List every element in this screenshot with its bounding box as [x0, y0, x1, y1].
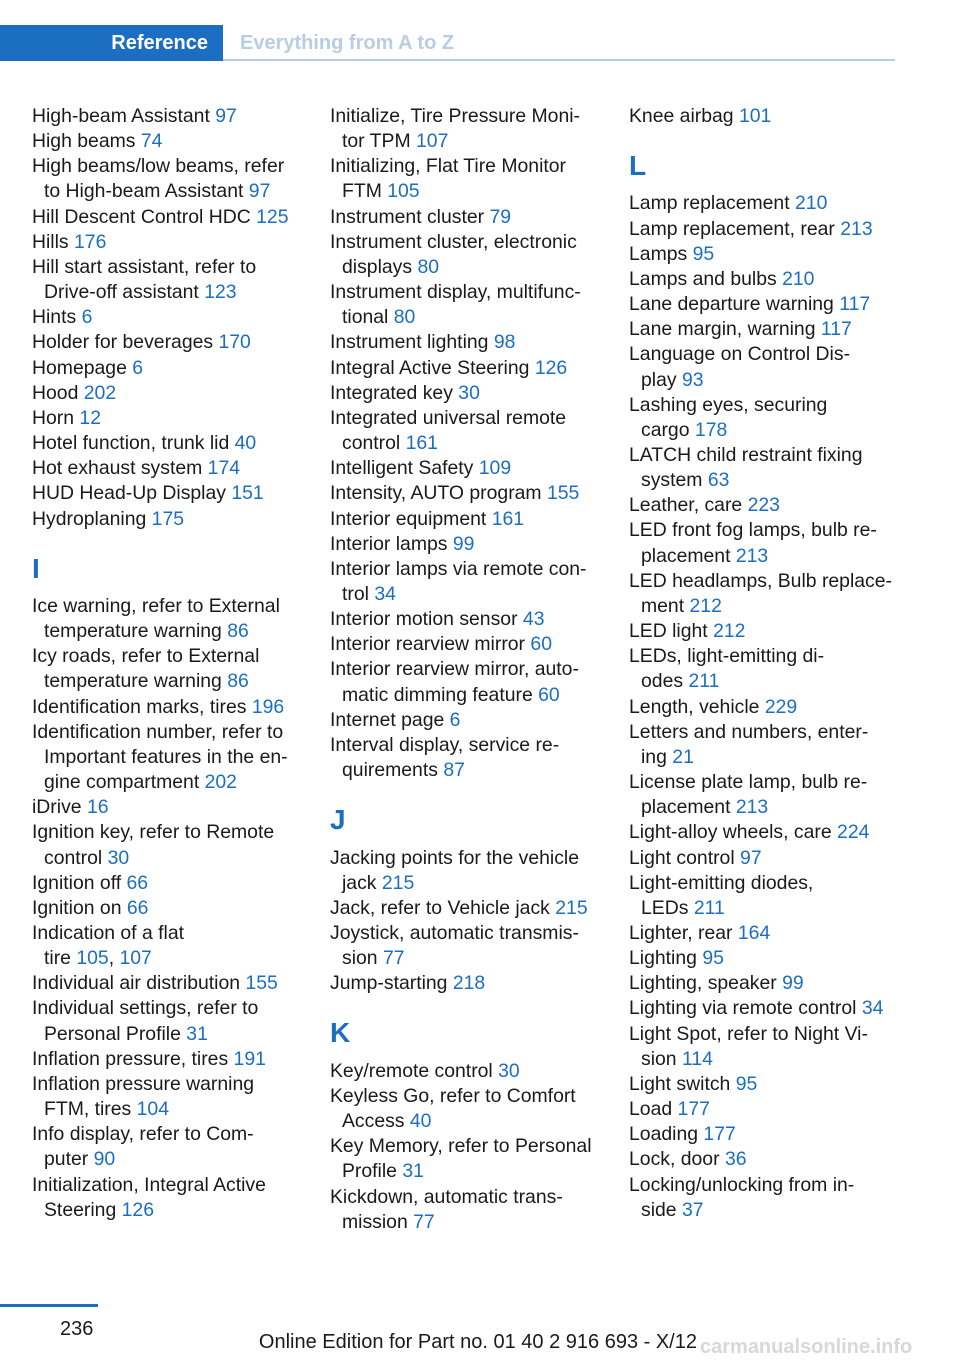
page-reference-link[interactable]: 212	[713, 620, 746, 643]
index-entry	[32, 255, 307, 305]
page-reference-link[interactable]: 97	[248, 180, 271, 203]
index-entry	[330, 406, 605, 456]
index-entry-text: Instrument display, multifunc- tional	[330, 281, 581, 329]
header-rule	[223, 59, 895, 61]
index-entry-text: High beams/low beams, refer to High-beam Assistant	[32, 155, 285, 203]
page-reference-link[interactable]: 99	[452, 532, 475, 555]
index-entry	[330, 896, 605, 921]
page-reference-link[interactable]: 97	[740, 846, 762, 869]
page-reference-link[interactable]: 109	[478, 457, 512, 480]
index-entry	[32, 104, 307, 129]
index-entry	[330, 507, 605, 532]
index-entry	[32, 1122, 307, 1172]
index-entry-text: Integrated universal remote control	[330, 406, 567, 455]
index-entry	[32, 230, 307, 255]
index-entry	[330, 456, 605, 481]
index-entry	[330, 1059, 605, 1084]
page-reference-link[interactable]: 164	[737, 921, 771, 944]
index-entry-text: Hot exhaust system	[32, 457, 203, 480]
page-reference-link[interactable]: 99	[782, 972, 804, 995]
index-entry	[32, 1072, 307, 1122]
index-entry	[330, 481, 605, 506]
index-entry	[330, 381, 605, 406]
page-reference-link[interactable]: 34	[374, 582, 396, 605]
index-entry	[629, 393, 897, 443]
page-reference-link[interactable]: 80	[393, 306, 416, 329]
page-reference-link[interactable]: 224	[837, 821, 870, 844]
index-entry-text: Icy roads, refer to External temperature warning	[32, 645, 260, 693]
index-entry-text: High-beam Assistant	[32, 105, 210, 127]
index-entry	[330, 356, 605, 381]
page-reference-link[interactable]: 210	[782, 267, 815, 290]
index-entry-text: Key Memory, refer to Personal Profile	[330, 1135, 592, 1183]
index-entry	[629, 619, 897, 644]
index-entry-text: Lane margin, warning	[629, 318, 816, 341]
index-entry-text: Inflation pressure warning FTM, tires	[32, 1072, 255, 1121]
index-entry-text: Interior rearview mirror	[330, 633, 526, 656]
index-entry-text: Instrument cluster, electronic displays	[330, 230, 577, 278]
index-entry-text: Info display, refer to Com- puter	[32, 1123, 254, 1171]
page-reference-link[interactable]: 107	[119, 947, 152, 970]
chapter-title[interactable]: Everything from A to Z	[240, 31, 455, 54]
index-entry	[629, 292, 897, 317]
page-reference-link[interactable]: 155	[546, 482, 580, 505]
index-entry-text: Jump-starting	[330, 972, 448, 995]
index-entry	[629, 518, 897, 568]
index-entry	[629, 1173, 897, 1223]
index-entry-text: Identification number, refer to Important features in the en- gine compartment	[32, 720, 288, 794]
page-reference-link[interactable]: 175	[151, 507, 185, 530]
index-entry-text: Holder for beverages	[32, 331, 214, 354]
page-reference-link[interactable]: 31	[186, 1022, 208, 1045]
edition-note: Online Edition for Part no. 01 40 2 916 693 - X/12	[258, 1331, 697, 1353]
index-entry	[629, 846, 897, 871]
index-entry-text: Light-emitting diodes, LEDs	[629, 871, 814, 919]
index-entry-text: Interior rearview mirror, auto- matic dimming feature	[330, 658, 579, 706]
page-reference-link[interactable]: 74	[140, 130, 163, 153]
index-entry	[330, 280, 605, 330]
index-entry-text: Individual settings, refer to Personal Profile	[32, 997, 259, 1045]
index-entry	[32, 330, 307, 355]
index-entry	[330, 154, 605, 204]
index-entry-text: Ice warning, refer to External temperature warning	[32, 594, 280, 643]
index-entry	[629, 242, 897, 267]
index-entry-text: Initialization, Integral Active Steering	[32, 1173, 266, 1221]
page-reference-link[interactable]: 101	[738, 105, 772, 127]
footer-rule	[0, 1304, 98, 1307]
index-entry-text: LATCH child restraint fixing system	[629, 444, 863, 492]
index-entry-text: Interval display, service re- quirements	[330, 733, 560, 782]
index-entry-text: Leather, care	[629, 494, 743, 517]
page-reference-link[interactable]: 215	[555, 896, 588, 919]
index-entry-text: Jacking points for the vehicle jack	[330, 846, 579, 894]
index-entry-text: Knee airbag	[629, 105, 734, 127]
index-entry-text: License plate lamp, bulb re- placement	[629, 771, 868, 819]
index-entry-text: Integral Active Steering	[330, 356, 530, 379]
index-entry-text: Jack, refer to Vehicle jack	[330, 896, 550, 919]
page-reference-link[interactable]: 161	[405, 432, 438, 455]
watermark: carmanualsonline.info	[700, 1336, 913, 1358]
index-entry	[330, 607, 605, 632]
page-reference-link[interactable]: 90	[93, 1148, 116, 1171]
index-entry	[330, 330, 605, 355]
page-reference-link[interactable]: 213	[735, 796, 769, 819]
index-letter-heading: J	[330, 804, 346, 836]
index-entry-text: Inflation pressure, tires	[32, 1047, 229, 1070]
index-entry-text: Hill start assistant, refer to Drive-off assistant	[32, 255, 257, 304]
index-entry	[629, 267, 897, 292]
page-reference-link[interactable]: 177	[677, 1098, 710, 1121]
page-reference-link[interactable]: 212	[689, 594, 722, 617]
page-reference-link[interactable]: 117	[820, 318, 852, 341]
index-entry	[629, 695, 897, 720]
index-entry-text: Ignition key, refer to Remote control	[32, 821, 275, 869]
index-entry	[629, 820, 897, 845]
page-reference-link[interactable]: 210	[795, 192, 828, 215]
page-reference-link[interactable]: 66	[126, 871, 149, 894]
index-entry-text: Length, vehicle	[629, 695, 760, 718]
index-entry-text: Individual air distribution	[32, 972, 241, 995]
index-letter-heading: K	[330, 1017, 351, 1049]
page-reference-link[interactable]: 218	[452, 972, 486, 995]
index-entry-text: Key/remote control	[330, 1059, 493, 1082]
index-entry	[629, 443, 897, 493]
index-entry-text: LED headlamps, Bulb replace- ment	[629, 569, 892, 617]
index-entry	[629, 921, 897, 946]
index-entry	[629, 317, 897, 342]
index-entry-text: Light switch	[629, 1072, 731, 1095]
index-entry	[629, 493, 897, 518]
index-entry-text: HUD Head-Up Display	[32, 482, 226, 505]
index-entry	[32, 795, 307, 820]
page-reference-link[interactable]: 161	[491, 507, 525, 530]
page-reference-link[interactable]: 16	[86, 796, 109, 819]
index-entry	[629, 871, 897, 921]
page-reference-link[interactable]: 95	[702, 947, 724, 970]
index-entry-text: Intelligent Safety	[330, 457, 474, 480]
index-entry	[32, 406, 307, 431]
index-entry-text: Horn	[32, 406, 75, 429]
index-entry	[32, 456, 307, 481]
index-entry-text: Lamps	[629, 242, 688, 265]
page-reference-link[interactable]: 177	[703, 1123, 736, 1146]
page-reference-link[interactable]: 125	[256, 205, 289, 228]
index-entry	[32, 507, 307, 532]
index-entry	[32, 871, 307, 896]
index-entry-text: Initializing, Flat Tire Monitor FTM	[330, 155, 567, 203]
index-entry-text: Load	[629, 1098, 673, 1121]
page-reference-link[interactable]: 98	[493, 331, 516, 354]
page-reference-link[interactable]: 114	[681, 1047, 713, 1070]
index-entry	[32, 205, 307, 230]
index-entry	[629, 1072, 897, 1097]
index-entry	[32, 594, 307, 644]
index-entry-text: Indication of a flat tire	[32, 921, 184, 970]
page-reference-link[interactable]: 105	[387, 180, 420, 203]
page-reference-link[interactable]: 93	[681, 368, 704, 391]
page-reference-link[interactable]: 211	[688, 670, 720, 693]
index-letter-heading: I	[32, 552, 40, 584]
index-entry-text: Homepage	[32, 356, 127, 379]
index-entry	[32, 129, 307, 154]
page-reference-link[interactable]: 86	[227, 670, 249, 693]
index-entry	[629, 971, 897, 996]
page-reference-link[interactable]: 77	[382, 947, 405, 970]
page-reference-link[interactable]: 174	[207, 457, 241, 480]
index-entry-text: Light-alloy wheels, care	[629, 821, 832, 844]
page-reference-link[interactable]: 6	[81, 306, 93, 329]
index-entry-text: Initialize, Tire Pressure Moni- tor TPM	[330, 105, 581, 153]
page-reference-link[interactable]: 6	[449, 708, 461, 731]
index-entry	[330, 104, 605, 154]
page-reference-link[interactable]: 77	[413, 1210, 435, 1233]
index-entry	[330, 532, 605, 557]
index-entry	[330, 708, 605, 733]
page-reference-link[interactable]: 6	[132, 356, 144, 379]
page-reference-link[interactable]: 60	[538, 683, 560, 706]
index-entry-text: Lamp replacement	[629, 192, 790, 215]
page-reference-link[interactable]: 107	[416, 130, 449, 153]
index-entry	[330, 557, 605, 607]
index-entry	[32, 644, 307, 694]
index-entry	[330, 1134, 605, 1184]
page-reference-link[interactable]: 63	[707, 469, 730, 492]
index-entry	[629, 996, 897, 1021]
index-entry	[629, 770, 897, 820]
index-entry	[32, 820, 307, 870]
page-reference-link[interactable]: 80	[417, 255, 440, 278]
page-reference-link[interactable]: 126	[121, 1198, 154, 1221]
page-reference-link[interactable]: 40	[409, 1110, 432, 1133]
index-entry	[330, 1185, 605, 1235]
index-entry	[32, 381, 307, 406]
index-entry	[629, 1097, 897, 1122]
index-entry	[629, 569, 897, 619]
page-reference-link[interactable]: 79	[489, 205, 512, 228]
page-reference-link[interactable]: 87	[443, 759, 465, 782]
index-entry-text: Lighting	[629, 947, 697, 970]
page-reference-link[interactable]: 95	[692, 242, 715, 265]
index-entry-text: Lighter, rear	[629, 921, 733, 944]
index-entry-text: Hill Descent Control HDC	[32, 205, 251, 228]
index-entry	[330, 971, 605, 996]
index-entry	[629, 644, 897, 694]
index-entry-text: Kickdown, automatic trans- mission	[330, 1185, 563, 1233]
index-entry-text: High beams	[32, 130, 136, 153]
page-reference-link[interactable]: 202	[204, 771, 237, 794]
index-entry	[32, 971, 307, 996]
page-reference-link[interactable]: 105	[76, 947, 109, 970]
page-reference-link[interactable]: 31	[402, 1160, 424, 1183]
page-reference-link[interactable]: 213	[735, 544, 769, 567]
index-entry-text: Interior motion sensor	[330, 608, 518, 631]
page-reference-link[interactable]: 176	[74, 230, 107, 253]
page-reference-link[interactable]: 151	[231, 482, 264, 505]
page-reference-link[interactable]: 191	[233, 1047, 266, 1070]
index-entry	[32, 154, 307, 204]
index-entry-text: Loading	[629, 1123, 699, 1146]
page-reference-link[interactable]: 95	[735, 1072, 758, 1095]
page-reference-link[interactable]: 213	[840, 217, 873, 240]
index-entry-text: Lamps and bulbs	[629, 267, 777, 290]
index-entry-text: Lighting, speaker	[629, 972, 777, 995]
index-entry-text: Hydroplaning	[32, 507, 147, 530]
index-entry-text: LED front fog lamps, bulb re- placement	[629, 519, 877, 567]
page-reference-link[interactable]: 223	[747, 494, 780, 517]
index-letter-heading: L	[629, 150, 647, 182]
index-entry-text: Integrated key	[330, 381, 453, 404]
index-entry-text: Lane departure warning	[629, 293, 834, 316]
index-entry	[330, 205, 605, 230]
index-entry	[32, 896, 307, 921]
index-entry	[629, 104, 897, 129]
page-reference-link[interactable]: 30	[107, 846, 130, 869]
index-entry-text: Intensity, AUTO program	[330, 482, 542, 505]
index-entry	[32, 1047, 307, 1072]
index-entry-text: Lighting via remote control	[629, 997, 857, 1020]
page-reference-link[interactable]: 30	[458, 381, 480, 404]
index-entry-text: LED light	[629, 620, 708, 643]
index-entry	[32, 481, 307, 506]
index-entry	[32, 1173, 307, 1223]
index-entry	[32, 695, 307, 720]
index-entry-text: Lock, door	[629, 1148, 720, 1171]
index-entry	[330, 657, 605, 707]
index-entry	[32, 720, 307, 795]
page-reference-link[interactable]: 104	[136, 1098, 169, 1121]
page-reference-link[interactable]: 43	[522, 608, 545, 631]
page-reference-link[interactable]: 202	[83, 381, 117, 404]
index-entry-text: Light control	[629, 846, 735, 869]
index-entry-text: Ignition off	[32, 871, 122, 894]
page-reference-link[interactable]: 229	[764, 695, 798, 718]
index-entry-text: LEDs, light-emitting di- odes	[629, 645, 825, 693]
index-entry: Indication of a flat tire 105, 107	[32, 921, 184, 970]
index-entry-text: iDrive	[32, 796, 82, 819]
index-entry-text: Identification marks, tires	[32, 695, 247, 718]
index-entry	[32, 305, 307, 330]
index-entry-text: Instrument cluster	[330, 205, 485, 228]
index-entry	[629, 217, 897, 242]
index-entry-text: Keyless Go, refer to Comfort Access	[330, 1084, 576, 1133]
index-entry-text: Interior lamps via remote con- trol	[330, 557, 587, 605]
page-reference-link[interactable]: 34	[861, 997, 884, 1020]
index-entry	[629, 342, 897, 392]
index-entry-text: Hotel function, trunk lid	[32, 432, 230, 455]
page-reference-link[interactable]: 30	[498, 1059, 520, 1082]
page-reference-link[interactable]: 170	[218, 331, 251, 354]
index-entry	[32, 431, 307, 456]
page-reference-link[interactable]: 196	[251, 695, 285, 718]
section-tab[interactable]: Reference	[0, 25, 223, 61]
index-entry	[330, 846, 605, 896]
page-reference-link[interactable]: 123	[204, 281, 237, 304]
page-reference-link[interactable]: 60	[530, 633, 552, 656]
page-reference-link[interactable]: 155	[245, 972, 278, 995]
index-entry-text: Interior equipment	[330, 507, 487, 530]
page-reference-link[interactable]: 40	[234, 432, 257, 455]
index-column-1	[32, 104, 307, 1223]
page-reference-link[interactable]: 117	[839, 293, 871, 316]
index-column-2	[330, 104, 605, 1235]
index-entry-text: Hills	[32, 230, 69, 253]
index-entry	[629, 720, 897, 770]
page-reference-link[interactable]: 36	[724, 1148, 747, 1171]
index-entry-text: Instrument lighting	[330, 331, 489, 354]
page-reference-link[interactable]: 21	[672, 745, 694, 768]
index-entry-text: Lashing eyes, securing cargo	[629, 393, 828, 441]
page-reference-link[interactable]: 86	[227, 620, 249, 643]
page-header	[0, 25, 895, 61]
index-entry	[32, 356, 307, 381]
index-entry	[629, 946, 897, 971]
index-entry-text: Joystick, automatic transmis- sion	[330, 921, 579, 970]
index-entry-text: Letters and numbers, enter- ing	[629, 720, 869, 768]
index-entry-text: Hints	[32, 306, 77, 329]
index-entry	[629, 191, 897, 216]
index-entry-text: Ignition on	[32, 896, 122, 919]
index-entry	[330, 921, 605, 971]
page-reference-link[interactable]: 12	[79, 406, 101, 429]
index-entry	[629, 1147, 897, 1172]
index-entry-text: Internet page	[330, 708, 445, 731]
index-column-3	[629, 104, 897, 1223]
index-entry-text: Lamp replacement, rear	[629, 217, 835, 240]
page-reference-link[interactable]: 178	[694, 418, 728, 441]
index-entry	[330, 632, 605, 657]
index-entry	[330, 1084, 605, 1134]
page-reference-link[interactable]: 126	[534, 356, 568, 379]
index-entry	[629, 1022, 897, 1072]
index-entry-text: Interior lamps	[330, 532, 448, 555]
index-entry	[330, 733, 605, 783]
index-entry	[330, 230, 605, 280]
index-entry-text: Hood	[32, 381, 79, 404]
page-reference-link[interactable]: 215	[381, 871, 415, 894]
page-reference-link[interactable]: 211	[693, 896, 725, 919]
index-entry-text: Locking/unlocking from in- side	[629, 1173, 855, 1221]
index-entry	[629, 1122, 897, 1147]
index-entry-text: Language on Control Dis- play	[629, 343, 850, 391]
page-reference-link[interactable]: 37	[681, 1198, 704, 1221]
page-number: 236	[60, 1318, 94, 1340]
page-reference-link[interactable]: 66	[126, 896, 149, 919]
index-entry-text: Light Spot, refer to Night Vi- sion	[629, 1022, 868, 1070]
page-reference-link[interactable]: 97	[215, 105, 237, 127]
index-entry	[32, 996, 307, 1046]
